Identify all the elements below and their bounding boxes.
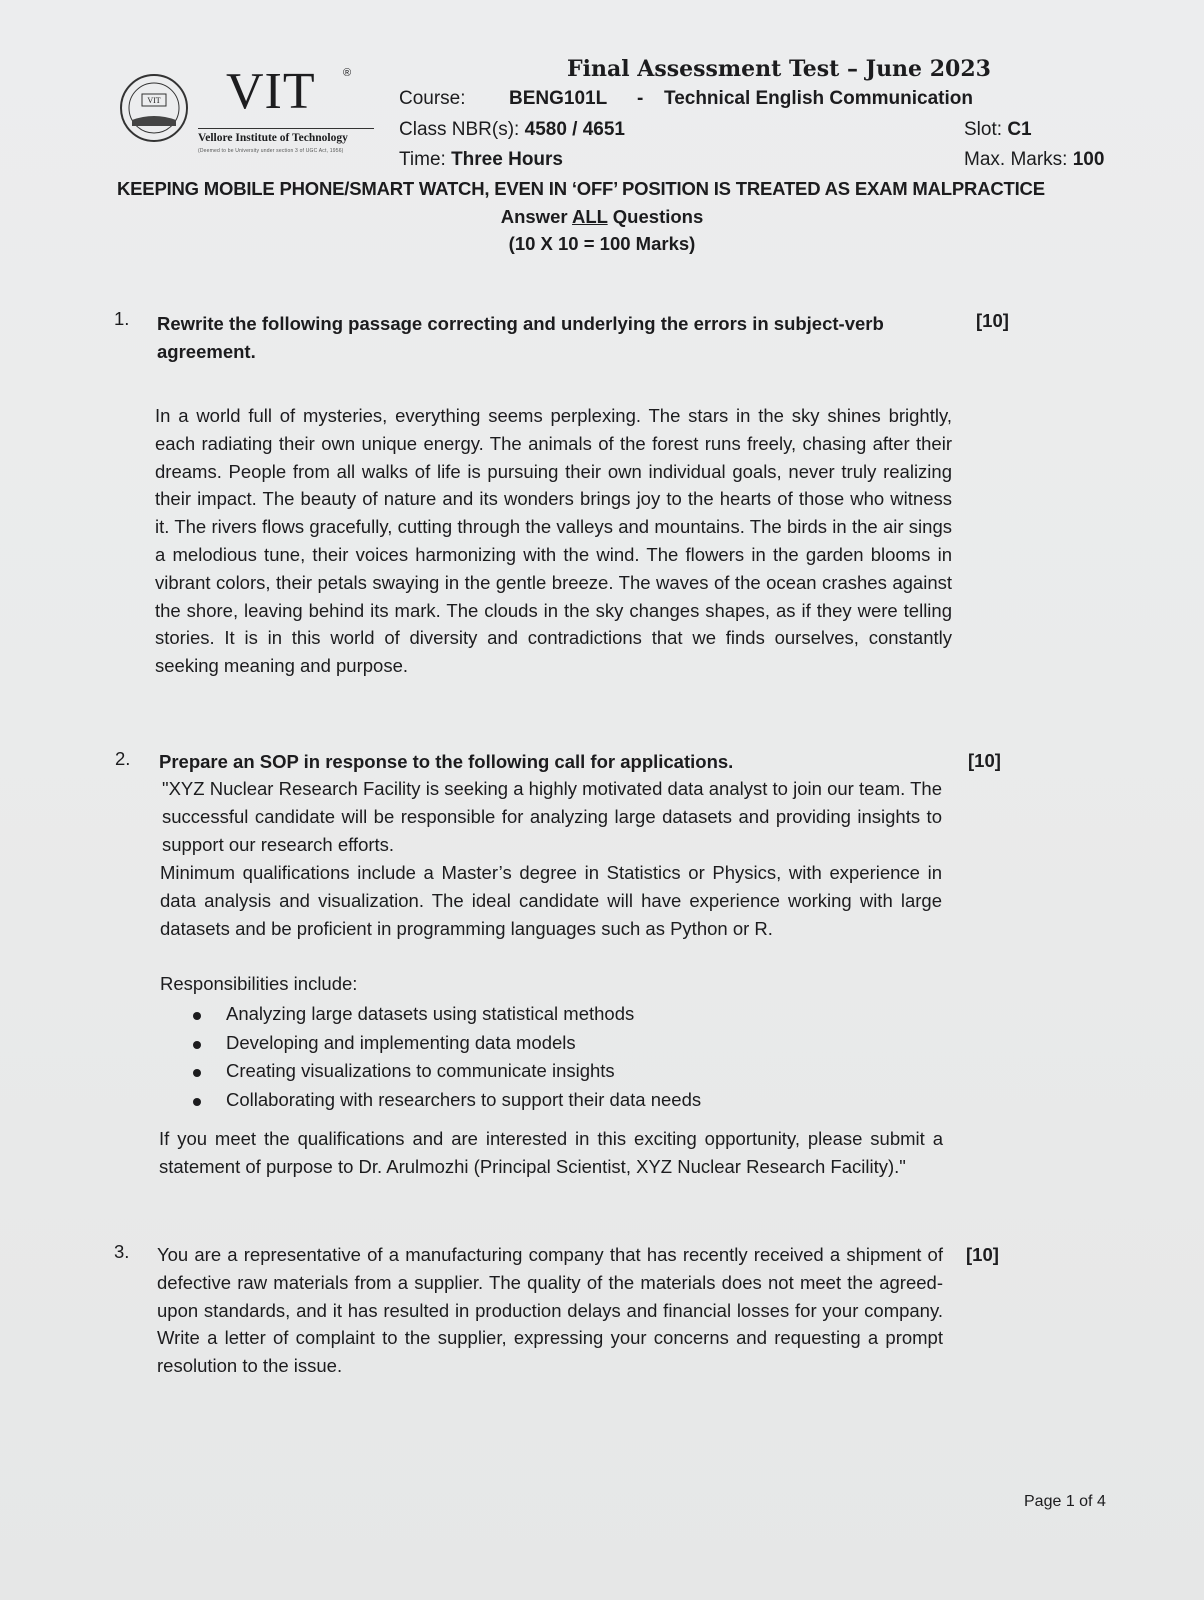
slot-value: C1 xyxy=(1007,119,1032,140)
time xyxy=(399,149,563,171)
question-2-marks: [10] xyxy=(968,750,1001,771)
question-1-passage: In a world full of mysteries, everything seems perplexing. The stars in the sky shines brightly, each radiating their own unique energy. The animals of the forest runs freely, chasing after their dreams. People from all walks of life is pursuing their own individual goals, never truly realizing their impact. The beauty of nature and its wonders brings joy to the hearts of those who witness it. The rivers flows gracefully, cutting through the valleys and mountains. The birds in the air sings a melodious tune, their voices harmonizing with the wind. The flowers in the garden blooms in vibrant colors, their petals swaying in the gentle breeze. The waves of the ocean crashes against the shore, leaving behind its mark. The clouds in the sky changes shapes, as if they were telling stories. It is in this world of diversity and contradictions that we finds ourselves, constantly seeking meaning and purpose. xyxy=(155,405,952,677)
answer-all: ALL xyxy=(572,206,608,227)
question-2-responsibilities-heading: Responsibilities include: xyxy=(160,973,358,994)
bullet-text: Creating visualizations to communicate insights xyxy=(226,1060,615,1081)
exam-title: Final Assessment Test – June 2023 xyxy=(567,56,991,82)
class-value: 4580 / 4651 xyxy=(524,119,625,140)
question-2-number: 2. xyxy=(115,748,131,769)
institute-subtitle: (Deemed to be University under section 3 of UGC Act, 1956) xyxy=(198,148,344,154)
bullet-text: Analyzing large datasets using statistical methods xyxy=(226,1003,635,1024)
list-item xyxy=(226,1060,926,1089)
slot-label: Slot: xyxy=(964,119,1008,140)
question-2-intro: "XYZ Nuclear Research Facility is seeking a highly motivated data analyst to join our team. The successful candidate will be responsible for analyzing large datasets and providing insights to support our research efforts. xyxy=(162,778,942,855)
time-label: Time: xyxy=(399,149,452,170)
time-value: Three Hours xyxy=(451,149,563,170)
class-label: Class NBR(s): xyxy=(399,119,525,140)
question-1-marks: [10] xyxy=(976,310,1009,331)
bullet-text: Collaborating with researchers to support their data needs xyxy=(226,1088,702,1110)
class-nbr xyxy=(399,119,625,141)
vit-seal-icon xyxy=(118,72,190,144)
course-name: Technical English Communication xyxy=(664,88,973,109)
question-3-marks: [10] xyxy=(966,1244,999,1265)
course-label: Course: xyxy=(399,88,466,109)
malpractice-warning: KEEPING MOBILE PHONE/SMART WATCH, EVEN IN ‘OFF’ POSITION IS TREATED AS EXAM MALPRACTICE xyxy=(117,178,1045,199)
question-2-closing: If you meet the qualifications and are interested in this exciting opportunity, please submit a statement of purpose to Dr. Arulmozhi (Principal Scientist, XYZ Nuclear Research Facility)." xyxy=(159,1128,943,1177)
seal-text: VIT xyxy=(147,96,161,105)
vit-wordmark: VIT xyxy=(226,63,316,120)
course-code: BENG101L xyxy=(509,88,608,109)
max-label: Max. Marks: xyxy=(964,149,1073,170)
bullet-icon xyxy=(193,1012,201,1020)
bullet-icon xyxy=(193,1041,201,1049)
slot xyxy=(964,119,1032,141)
question-3-prompt: You are a representative of a manufacturing company that has recently received a shipment of defective raw materials from a supplier. The quality of the materials does not meet the agreed-upon standards, and it has resulted in production delays and financial losses for your company. Write a letter of complaint to the supplier, expressing your concerns and requesting a prompt resolution to the issue. xyxy=(157,1244,943,1377)
answer-post: Questions xyxy=(607,206,704,227)
question-3-number: 3. xyxy=(114,1241,130,1262)
answer-pre: Answer xyxy=(500,206,573,227)
page-number: Page 1 of 4 xyxy=(1024,1493,1106,1510)
institute-name: Vellore Institute of Technology xyxy=(198,132,348,144)
question-1-prompt: Rewrite the following passage correcting and underlying the errors in subject-verb agreement. xyxy=(157,313,884,362)
marks-breakdown: (10 X 10 = 100 Marks) xyxy=(508,233,696,254)
question-2-prompt: Prepare an SOP in response to the following call for applications. xyxy=(159,751,734,772)
bullet-icon xyxy=(193,1069,201,1077)
question-2-qualifications: Minimum qualifications include a Master’s degree in Statistics or Physics, with experience in data analysis and visualization. The ideal candidate will have experience working with large datasets and be proficient in programming languages such as Python or R. xyxy=(160,862,942,939)
registered-mark: ® xyxy=(343,67,352,79)
bullet-text: Developing and implementing data models xyxy=(226,1031,576,1053)
responsibilities-list xyxy=(226,1003,926,1117)
max-marks xyxy=(964,149,1104,171)
list-item xyxy=(226,1032,926,1061)
logo-divider xyxy=(198,128,374,129)
answer-instruction xyxy=(0,206,1204,228)
list-item xyxy=(226,1089,926,1118)
course-separator: - xyxy=(637,88,644,109)
question-1-number: 1. xyxy=(114,308,130,329)
list-item xyxy=(226,1003,926,1032)
bullet-icon xyxy=(193,1098,201,1106)
max-value: 100 xyxy=(1072,149,1105,170)
